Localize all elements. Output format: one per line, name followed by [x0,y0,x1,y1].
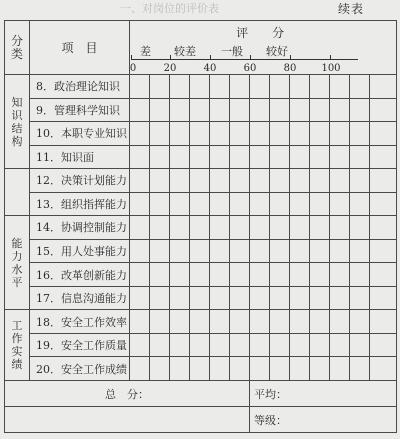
score-cell[interactable] [290,286,310,310]
score-cell[interactable] [210,98,230,122]
tick-label: 80 [283,63,297,74]
score-cell[interactable] [130,122,150,146]
score-cell[interactable] [170,263,190,287]
score-cell[interactable] [330,192,350,216]
score-cell[interactable] [190,239,210,263]
score-cell[interactable] [370,286,397,310]
score-cell[interactable] [370,98,397,122]
score-cell[interactable] [150,98,170,122]
score-cell[interactable] [150,75,170,99]
score-cell[interactable] [170,75,190,99]
score-cell[interactable] [310,263,330,287]
item-label: 12．决策计划能力 [30,169,130,193]
score-cell[interactable] [170,357,190,381]
score-cell[interactable] [270,169,290,193]
table-row [5,122,397,146]
score-cell[interactable] [190,75,210,99]
score-cell[interactable] [130,239,150,263]
score-cell[interactable] [350,169,370,193]
scale-label-fair: 较差 [174,45,196,58]
score-cell[interactable] [150,333,170,357]
item-label: 18．安全工作效率 [30,310,130,334]
score-cell[interactable] [250,357,270,381]
tick-label: 40 [203,63,217,74]
score-cell[interactable] [270,98,290,122]
table-row [5,216,397,240]
scale-label-average: 一般 [221,45,243,58]
score-cell[interactable] [210,333,230,357]
score-cell[interactable] [230,122,250,146]
table-row [5,75,397,99]
score-cell[interactable] [150,286,170,310]
grade-blank [5,407,250,433]
score-cell[interactable] [250,192,270,216]
score-cell[interactable] [270,263,290,287]
score-cell[interactable] [350,192,370,216]
score-cell[interactable] [270,286,290,310]
score-cell[interactable] [270,310,290,334]
table-row [5,192,397,216]
score-cell[interactable] [290,357,310,381]
table-row [5,357,397,381]
score-cell[interactable] [250,216,270,240]
score-cell[interactable] [330,239,350,263]
score-cell[interactable] [170,333,190,357]
table-row [5,286,397,310]
score-cell[interactable] [150,239,170,263]
table-row [5,98,397,122]
score-cell[interactable] [290,122,310,146]
score-cell[interactable] [170,98,190,122]
score-cell[interactable] [350,310,370,334]
score-cell[interactable] [270,239,290,263]
score-cell[interactable] [230,192,250,216]
bleed-through-text: 一、对岗位的评价表 [120,2,219,15]
score-cell[interactable] [130,98,150,122]
score-title: 评 分 [236,26,291,40]
score-cell[interactable] [370,263,397,287]
score-cell[interactable] [330,75,350,99]
score-cell[interactable] [170,122,190,146]
score-cell[interactable] [190,192,210,216]
axis-tick [330,55,331,60]
score-cell[interactable] [210,357,230,381]
score-cell[interactable] [270,192,290,216]
score-cell[interactable] [170,239,190,263]
score-cell[interactable] [130,286,150,310]
category-cell: 知 识 结 构 [5,75,30,169]
continued-label: 续表 [338,2,365,16]
score-cell[interactable] [250,286,270,310]
score-cell[interactable] [310,357,330,381]
score-cell[interactable] [330,122,350,146]
score-cell[interactable] [290,75,310,99]
score-cell[interactable] [370,310,397,334]
category-header: 分 类 [5,21,30,75]
score-cell[interactable] [230,145,250,169]
score-cell[interactable] [170,216,190,240]
axis-tick [210,55,211,60]
tick-label: 60 [243,63,257,74]
score-cell[interactable] [130,145,150,169]
score-cell[interactable] [330,169,350,193]
score-cell[interactable] [190,98,210,122]
score-cell[interactable] [310,169,330,193]
item-label: 10．本职专业知识 [30,122,130,146]
axis-tick [131,55,132,60]
score-cell[interactable] [210,286,230,310]
item-label: 14．协调控制能力 [30,216,130,240]
score-cell[interactable] [370,216,397,240]
score-cell[interactable] [310,239,330,263]
score-cell[interactable] [250,169,270,193]
score-cell[interactable] [150,122,170,146]
score-cell[interactable] [230,216,250,240]
score-cell[interactable] [130,357,150,381]
score-cell[interactable] [250,145,270,169]
score-cell[interactable] [290,145,310,169]
score-cell[interactable] [130,169,150,193]
tick-label: 0 [129,63,137,74]
score-cell[interactable] [230,333,250,357]
score-cell[interactable] [290,333,310,357]
score-axis [131,59,358,60]
score-cell[interactable] [310,216,330,240]
score-cell[interactable] [130,75,150,99]
table-row [5,310,397,334]
score-cell[interactable] [350,75,370,99]
score-cell[interactable] [190,310,210,334]
score-cell[interactable] [230,357,250,381]
score-cell[interactable] [310,98,330,122]
score-cell[interactable] [170,145,190,169]
item-label: 17．信息沟通能力 [30,286,130,310]
score-cell[interactable] [310,145,330,169]
score-cell[interactable] [130,216,150,240]
score-cell[interactable] [230,169,250,193]
score-cell[interactable] [150,169,170,193]
score-cell[interactable] [350,98,370,122]
score-cell[interactable] [270,216,290,240]
score-cell[interactable] [190,333,210,357]
axis-tick [290,55,291,60]
table-body [5,75,397,381]
score-cell[interactable] [290,239,310,263]
score-cell[interactable] [290,192,310,216]
score-cell[interactable] [130,333,150,357]
score-cell[interactable] [330,263,350,287]
score-cell[interactable] [230,98,250,122]
item-label: 9．管理科学知识 [30,98,130,122]
score-cell[interactable] [170,192,190,216]
table-row [5,145,397,169]
score-cell[interactable] [290,98,310,122]
score-cell[interactable] [290,169,310,193]
score-cell[interactable] [150,310,170,334]
score-cell[interactable] [350,333,370,357]
score-cell[interactable] [370,239,397,263]
table-row [5,239,397,263]
score-cell[interactable] [190,357,210,381]
score-cell[interactable] [230,286,250,310]
score-cell[interactable] [170,169,190,193]
score-cell[interactable] [210,122,230,146]
score-cell[interactable] [330,145,350,169]
score-cell[interactable] [370,357,397,381]
score-cell[interactable] [310,286,330,310]
score-cell[interactable] [310,192,330,216]
score-cell[interactable] [270,357,290,381]
score-cell[interactable] [270,122,290,146]
score-cell[interactable] [190,169,210,193]
score-cell[interactable] [310,122,330,146]
score-cell[interactable] [370,333,397,357]
score-cell[interactable] [330,98,350,122]
score-cell[interactable] [310,310,330,334]
item-label: 19．安全工作质量 [30,333,130,357]
table-row [5,263,397,287]
score-header [130,21,397,75]
score-cell[interactable] [350,122,370,146]
total-score-label: 总 分： [5,381,250,407]
score-cell[interactable] [350,216,370,240]
score-cell[interactable] [330,216,350,240]
score-cell[interactable] [130,310,150,334]
score-cell[interactable] [150,263,170,287]
score-cell[interactable] [330,357,350,381]
score-cell[interactable] [250,75,270,99]
score-cell[interactable] [270,75,290,99]
score-cell[interactable] [350,239,370,263]
score-cell[interactable] [190,216,210,240]
tick-label: 100 [321,63,341,74]
score-cell[interactable] [230,239,250,263]
score-cell[interactable] [190,145,210,169]
score-cell[interactable] [370,192,397,216]
score-cell[interactable] [350,286,370,310]
score-cell[interactable] [190,122,210,146]
score-cell[interactable] [150,145,170,169]
score-cell[interactable] [250,98,270,122]
score-cell[interactable] [350,357,370,381]
score-cell[interactable] [250,333,270,357]
score-cell[interactable] [190,263,210,287]
score-cell[interactable] [290,216,310,240]
item-label: 15．用人处事能力 [30,239,130,263]
score-cell[interactable] [210,145,230,169]
score-cell[interactable] [350,145,370,169]
score-cell[interactable] [130,263,150,287]
table-row [5,169,397,193]
category-cell: 能 力 水 平 [5,216,30,310]
item-label: 20．安全工作成绩 [30,357,130,381]
score-cell[interactable] [170,286,190,310]
score-cell[interactable] [230,75,250,99]
score-cell[interactable] [330,310,350,334]
score-cell[interactable] [210,192,230,216]
category-cell: 工 作 实 绩 [5,310,30,381]
score-cell[interactable] [150,357,170,381]
score-cell[interactable] [370,145,397,169]
score-cell[interactable] [250,310,270,334]
score-cell[interactable] [270,145,290,169]
score-cell[interactable] [230,263,250,287]
evaluation-table [4,20,397,433]
item-label: 16．改革创新能力 [30,263,130,287]
score-cell[interactable] [330,333,350,357]
score-cell[interactable] [170,310,190,334]
score-cell[interactable] [150,216,170,240]
item-header: 项 目 [30,21,130,75]
score-cell[interactable] [290,263,310,287]
average-score-label: 平均： [250,381,397,407]
score-cell[interactable] [310,333,330,357]
item-label: 13．组织指挥能力 [30,192,130,216]
score-cell[interactable] [210,216,230,240]
score-cell[interactable] [250,239,270,263]
score-cell[interactable] [310,75,330,99]
score-cell[interactable] [230,310,250,334]
score-cell[interactable] [210,239,230,263]
item-label: 8．政治理论知识 [30,75,130,99]
score-cell[interactable] [270,333,290,357]
item-label: 11．知识面 [30,145,130,169]
score-cell[interactable] [250,263,270,287]
category-cell [5,169,30,216]
scale-label-poor: 差 [140,45,151,58]
score-cell[interactable] [330,286,350,310]
axis-tick [250,55,251,60]
score-cell[interactable] [150,192,170,216]
score-cell[interactable] [210,310,230,334]
grade-label: 等级： [250,407,397,433]
score-cell[interactable] [250,122,270,146]
axis-tick [170,55,171,60]
score-cell[interactable] [350,263,370,287]
score-cell[interactable] [370,122,397,146]
score-cell[interactable] [370,169,397,193]
score-cell[interactable] [210,169,230,193]
score-cell[interactable] [210,263,230,287]
score-cell[interactable] [290,310,310,334]
score-cell[interactable] [130,192,150,216]
tick-label: 20 [163,63,177,74]
score-cell[interactable] [190,286,210,310]
scale-label-good: 较好 [266,45,288,58]
score-cell[interactable] [210,75,230,99]
table-row [5,333,397,357]
score-cell[interactable] [370,75,397,99]
